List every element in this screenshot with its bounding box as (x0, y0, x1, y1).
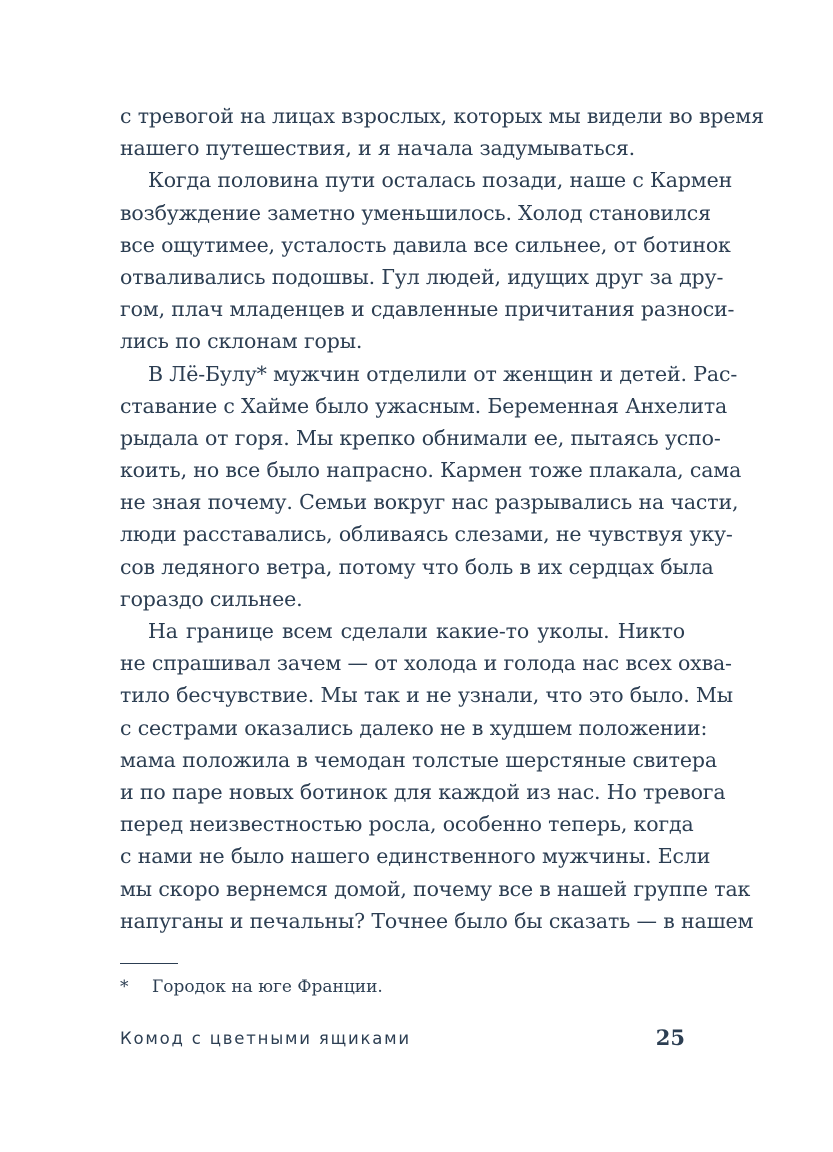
footnote (120, 975, 383, 999)
text-line: не спрашивал зачем — от холода и голода нас всех охва- (120, 651, 732, 676)
text-line: сов ледяного ветра, потому что боль в их сердцах была (120, 554, 714, 579)
text-line: Когда половина пути осталась позади, наше с Кармен (148, 168, 733, 193)
text-line: с нами не было нашего единственного мужчины. Если (120, 844, 711, 869)
running-footer-title: Комод с цветными ящиками (120, 1029, 411, 1048)
text-line: люди расставались, обливаясь слезами, не чувствуя уку- (120, 522, 733, 547)
text-line: рыдала от горя. Мы крепко обнимали ее, пытаясь успо- (120, 425, 721, 450)
text-line: мама положила в чемодан толстые шерстяные свитера (120, 747, 717, 772)
text-line: ставание с Хайме было ужасным. Беременная Анхелита (120, 393, 728, 418)
text-line: нашего путешествия, и я начала задумываться. (120, 136, 636, 161)
text-line: гораздо сильнее. (120, 586, 303, 611)
text-line: На границе всем сделали какие-то уколы. Никто (148, 619, 685, 643)
text-line: с тревогой на лицах взрослых, которых мы видели во время (120, 104, 764, 128)
footnote-text: Городок на юге Франции. (152, 977, 383, 997)
text-line: и по паре новых ботинок для каждой из нас. Но тревога (120, 779, 726, 804)
text-line: коить, но все было напрасно. Кармен тоже плакала, сама (120, 458, 742, 483)
text-line: В Лё-Булу* мужчин отделили от женщин и детей. Рас- (148, 361, 738, 386)
page-number: 25 (655, 1025, 685, 1050)
text-line: с сестрами оказались далеко не в худшем положении: (120, 715, 708, 740)
text-line: мы скоро вернемся домой, почему все в нашей группе так (120, 876, 751, 901)
body-text (120, 100, 764, 937)
text-line: гом, плач младенцев и сдавленные причитания разноси- (120, 297, 735, 322)
text-line: не зная почему. Семьи вокруг нас разрывались на части, (120, 490, 739, 515)
text-line: лись по склонам горы. (120, 329, 363, 354)
text-line: все ощутимее, усталость давила все сильнее, от ботинок (120, 232, 731, 257)
text-line: тило бесчувствие. Мы так и не узнали, что это было. Мы (120, 683, 733, 708)
footnote-marker: * (120, 977, 129, 997)
footnote-divider (120, 963, 178, 964)
text-line: отваливались подошвы. Гул людей, идущих друг за дру- (120, 264, 724, 289)
text-line: напуганы и печальны? Точнее было бы сказать — в нашем (120, 908, 754, 933)
text-line: возбуждение заметно уменьшилось. Холод становился (120, 200, 711, 225)
text-line: перед неизвестностью росла, особенно теперь, когда (120, 812, 694, 837)
